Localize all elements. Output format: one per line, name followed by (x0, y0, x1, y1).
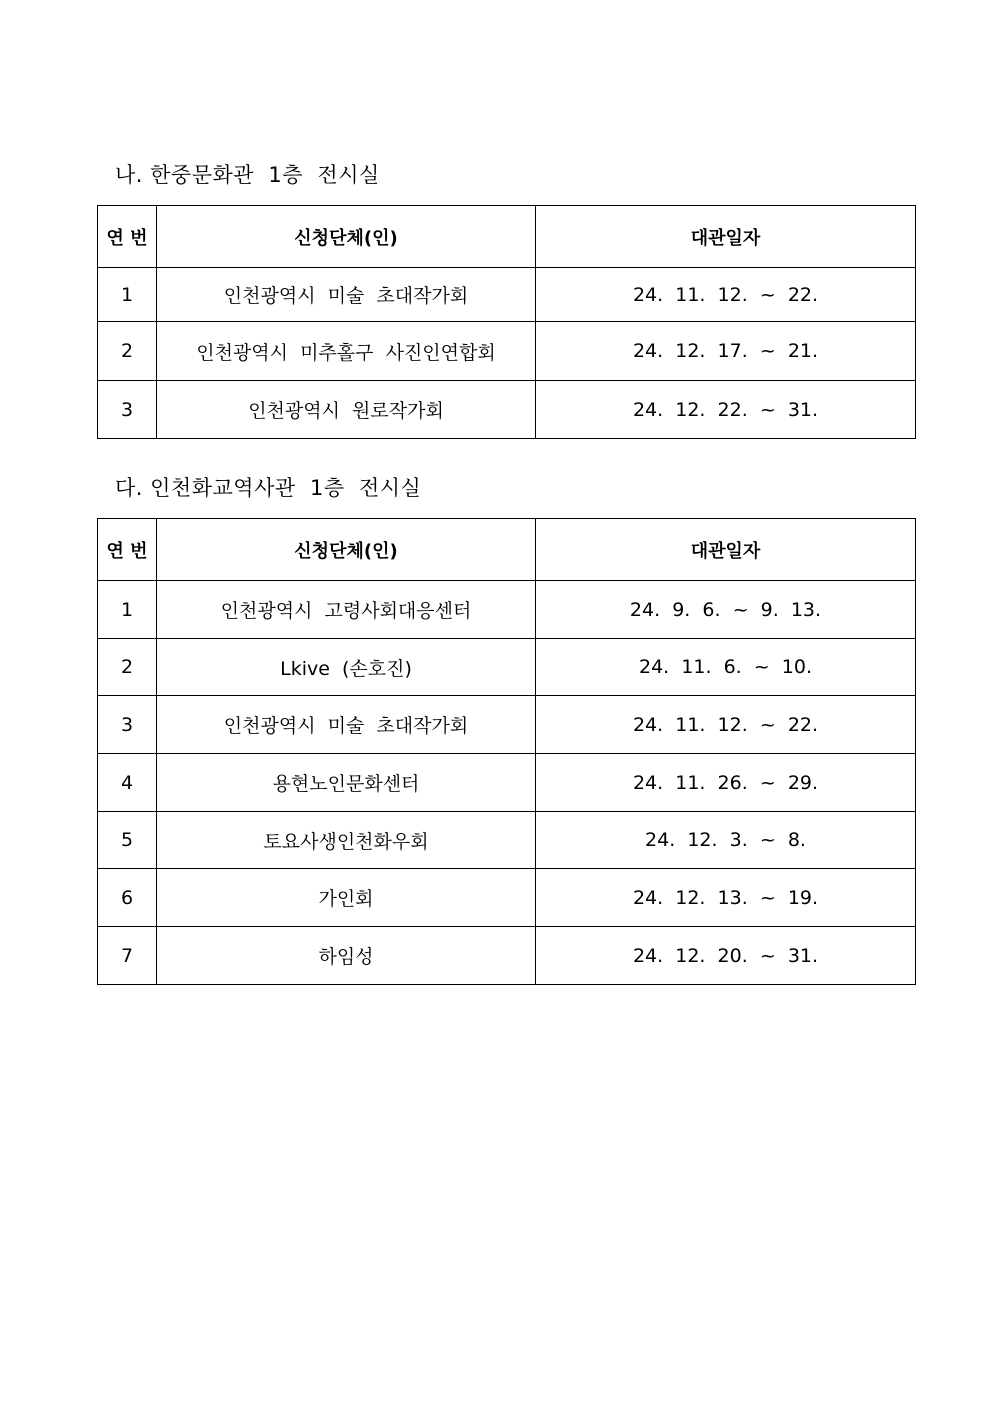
table-row (98, 268, 916, 322)
row-no: 1 (98, 581, 157, 639)
row-no: 2 (98, 322, 157, 381)
table-row (98, 869, 916, 927)
row-no: 6 (98, 869, 157, 927)
table-row (98, 696, 916, 754)
header-no: 연 번 (98, 206, 157, 268)
row-org: 하임성 (157, 927, 536, 985)
row-date: 24. 9. 6. ~ 9. 13. (536, 581, 916, 639)
rental-table-na (97, 205, 916, 439)
row-org: 인천광역시 미추홀구 사진인연합회 (157, 322, 536, 381)
table-row (98, 927, 916, 985)
table-row (98, 381, 916, 439)
table-row (98, 754, 916, 812)
row-date: 24. 11. 12. ~ 22. (536, 696, 916, 754)
header-org: 신청단체(인) (157, 206, 536, 268)
header-date: 대관일자 (536, 519, 916, 581)
row-org: Lkive (손호진) (157, 639, 536, 696)
row-no: 5 (98, 812, 157, 869)
row-org: 인천광역시 원로작가회 (157, 381, 536, 439)
table-row (98, 322, 916, 381)
header-org: 신청단체(인) (157, 519, 536, 581)
row-org: 인천광역시 미술 초대작가회 (157, 696, 536, 754)
row-no: 4 (98, 754, 157, 812)
row-date: 24. 11. 12. ~ 22. (536, 268, 916, 322)
row-org: 토요사생인천화우회 (157, 812, 536, 869)
row-org: 가인회 (157, 869, 536, 927)
table-row (98, 639, 916, 696)
row-date: 24. 12. 3. ~ 8. (536, 812, 916, 869)
row-date: 24. 11. 26. ~ 29. (536, 754, 916, 812)
row-org: 인천광역시 미술 초대작가회 (157, 268, 536, 322)
table-header-row (98, 519, 916, 581)
header-no: 연 번 (98, 519, 157, 581)
row-date: 24. 12. 20. ~ 31. (536, 927, 916, 985)
section-title-da: 다. 인천화교역사관 1층 전시실 (115, 476, 422, 500)
row-org: 용현노인문화센터 (157, 754, 536, 812)
row-date: 24. 12. 22. ~ 31. (536, 381, 916, 439)
section-title-na: 나. 한중문화관 1층 전시실 (115, 163, 380, 187)
table-row (98, 812, 916, 869)
table-header-row (98, 206, 916, 268)
row-no: 1 (98, 268, 157, 322)
row-no: 7 (98, 927, 157, 985)
rental-table-da (97, 518, 916, 985)
row-no: 3 (98, 696, 157, 754)
row-no: 3 (98, 381, 157, 439)
header-date: 대관일자 (536, 206, 916, 268)
row-no: 2 (98, 639, 157, 696)
row-date: 24. 11. 6. ~ 10. (536, 639, 916, 696)
row-date: 24. 12. 13. ~ 19. (536, 869, 916, 927)
row-date: 24. 12. 17. ~ 21. (536, 322, 916, 381)
table-row (98, 581, 916, 639)
row-org: 인천광역시 고령사회대응센터 (157, 581, 536, 639)
